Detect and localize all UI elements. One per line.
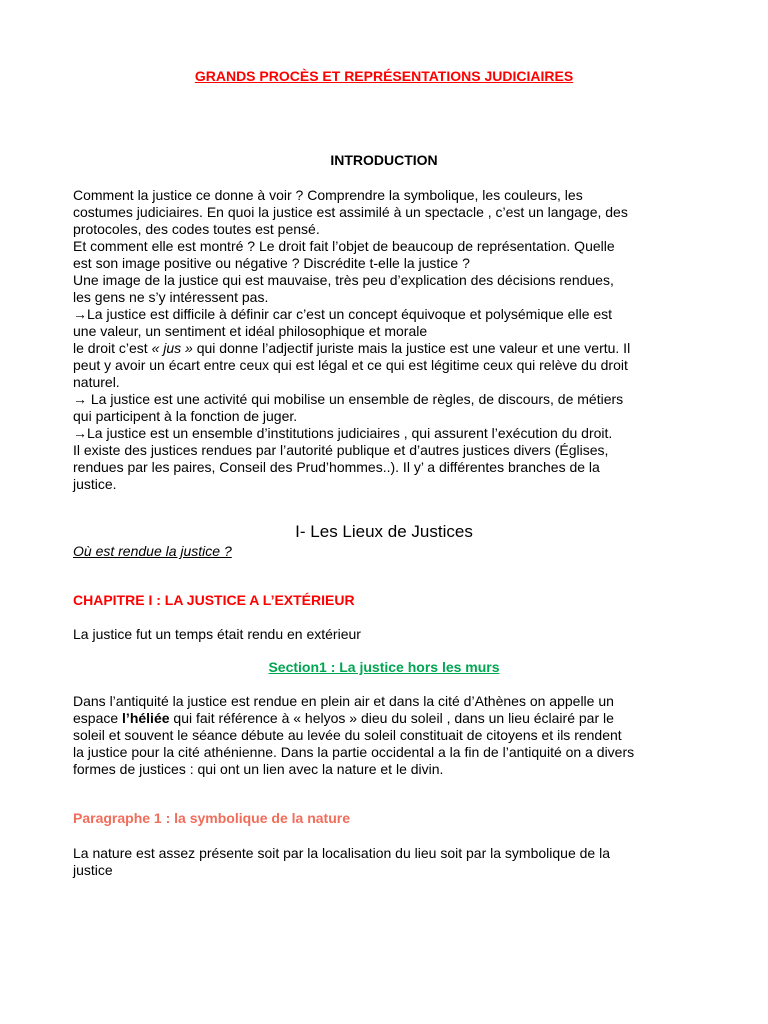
intro-line: est son image positive ou négative ? Discrédite t-elle la justice ? — [73, 255, 470, 271]
intro-line: justice. — [73, 476, 117, 492]
intro-line: rendues par les paires, Conseil des Prud’hommes..). Il y’ a différentes branches de la — [73, 459, 600, 475]
jus-line-before: le droit c’est — [73, 340, 152, 356]
para-line: Dans l’antiquité la justice est rendue en plein air et dans la cité d’Athènes on appelle un — [73, 693, 614, 709]
nature-line: justice — [73, 862, 113, 878]
intro-line: naturel. — [73, 374, 120, 390]
intro-line: costumes judiciaires. En quoi la justice est assimilé à un spectacle , c’est un langage, des — [73, 204, 628, 220]
para-line: formes de justices : qui ont un lien avec la nature et le divin. — [73, 761, 444, 777]
intro-line: protocoles, des codes toutes est pensé. — [73, 221, 320, 237]
section1-body — [73, 693, 713, 778]
jus-line — [73, 340, 713, 357]
para-line: la justice pour la cité athénienne. Dans la partie occidental a la fin de l’antiquité on a divers — [73, 744, 635, 760]
introduction-heading: INTRODUCTION — [330, 152, 438, 168]
heliee-term: l’héliée — [122, 710, 170, 726]
intro-line: → La justice est une activité qui mobilise un ensemble de règles, de discours, de métiers — [73, 391, 624, 407]
nature-line: La nature est assez présente soit par la localisation du lieu soit par la symbolique de la — [73, 845, 610, 861]
chapter-text: La justice fut un temps était rendu en extérieur — [73, 626, 361, 642]
intro-line: →La justice est difficile à définir car c’est un concept équivoque et polysémique elle est — [73, 306, 613, 322]
intro-line: qui participent à la fonction de juger. — [73, 408, 298, 424]
chapter-heading: CHAPITRE I : LA JUSTICE A L’EXTÉRIEUR — [73, 592, 355, 608]
intro-line: les gens ne s’y intéressent pas. — [73, 289, 269, 305]
jus-line-after: qui donne l’adjectif juriste mais la justice est une valeur et une vertu. Il — [192, 340, 631, 356]
introduction-body — [73, 187, 713, 493]
para-line: soleil et souvent le séance débute au levée du soleil constituait de citoyens et ils rendent — [73, 727, 622, 743]
intro-line: une valeur, un sentiment et idéal philosophique et morale — [73, 323, 428, 339]
intro-line: →La justice est un ensemble d’institutions judiciaires , qui assurent l’exécution du droit. — [73, 425, 613, 441]
intro-line: Il existe des justices rendues par l’autorité publique et d’autres justices divers (Églises, — [73, 442, 609, 458]
intro-line: Et comment elle est montré ? Le droit fait l’objet de beaucoup de représentation. Quelle — [73, 238, 615, 254]
intro-line: Comment la justice ce donne à voir ? Comprendre la symbolique, les couleurs, les — [73, 187, 583, 203]
paragraph1-heading: Paragraphe 1 : la symbolique de la nature — [73, 810, 350, 826]
intro-line: peut y avoir un écart entre ceux qui est légal et ce qui est légitime ceux qui relève du droit — [73, 357, 628, 373]
jus-term: « jus » — [151, 340, 193, 356]
heliee-line-before: espace — [73, 710, 123, 726]
document-title: GRANDS PROCÈS ET REPRÉSENTATIONS JUDICIAIRES — [194, 68, 574, 84]
section1-heading: Section1 : La justice hors les murs — [268, 659, 500, 675]
question-subtitle: Où est rendue la justice ? — [73, 543, 232, 559]
intro-line: Une image de la justice qui est mauvaise, très peu d’explication des décisions rendues, — [73, 272, 614, 288]
heliee-line — [73, 710, 713, 727]
section-heading: I- Les Lieux de Justices — [295, 522, 473, 541]
nature-body — [73, 845, 713, 879]
heliee-line-after: qui fait référence à « helyos » dieu du soleil , dans un lieu éclairé par le — [169, 710, 614, 726]
